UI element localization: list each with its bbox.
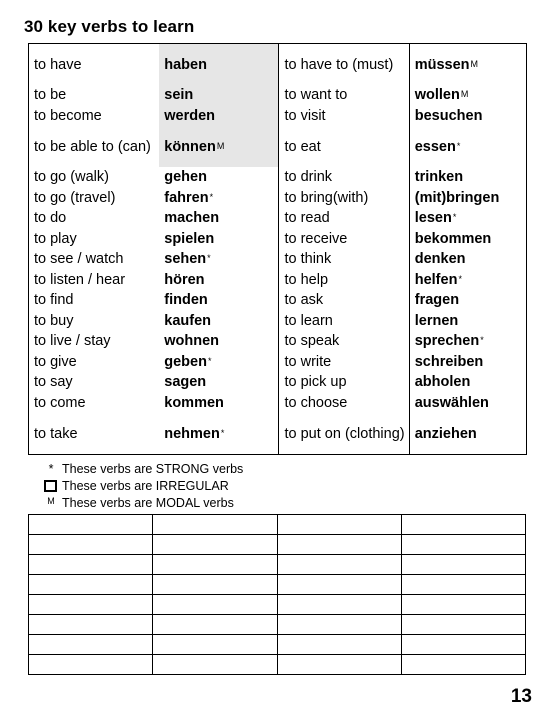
english-verb-text: to read [284,210,330,227]
verb-marker: * [480,335,484,346]
blank-cell [153,575,277,595]
german-verb [159,393,279,414]
english-verb-text: to go (walk) [34,169,109,186]
german-verb [409,331,526,352]
table-row [29,311,527,332]
verb-marker: * [458,273,462,284]
german-verb-text: abholen [414,374,471,391]
english-verb [29,311,160,332]
english-verb [29,85,160,106]
english-verb [279,372,409,393]
english-verb-text: to come [34,394,86,411]
german-verb [159,372,279,393]
english-verb [29,106,160,127]
german-verb [409,311,526,332]
german-verb [159,208,279,229]
english-verb [29,44,160,86]
english-verb-text: to help [284,271,329,288]
english-verb-text: to put on (clothing) [284,425,405,442]
blank-cell [401,655,525,675]
german-verb [159,352,279,373]
blank-row [29,655,526,675]
table-row [29,85,527,106]
blank-cell [153,615,277,635]
square-box-icon [44,480,57,492]
table-row [29,393,527,414]
legend-strong-text: These verbs are STRONG verbs [62,462,244,476]
german-verb-text: fragen [414,292,460,309]
blank-cell [153,595,277,615]
german-verb-text: hören [164,271,205,288]
english-verb-text: to write [284,353,332,370]
german-verb-text: helfen [414,271,458,288]
german-verb-text: trinken [414,169,464,186]
german-verb-text: lesen [414,210,452,227]
blank-cell [153,535,277,555]
table-row [29,352,527,373]
german-verb-text: spielen [164,230,215,247]
german-verb [159,106,279,127]
german-verb-text: geben [164,353,207,370]
german-verb [159,167,279,188]
english-verb [279,167,409,188]
english-verb [29,249,160,270]
german-verb [409,393,526,414]
english-verb-text: to have [34,56,82,73]
english-verb [279,352,409,373]
blank-cell [401,595,525,615]
german-verb [159,331,279,352]
german-verb [409,352,526,373]
german-verb-text: machen [164,210,220,227]
legend-modal [44,496,234,510]
english-verb-text: to live / stay [34,333,111,350]
german-verb-text: kommen [164,394,224,411]
german-verb-text: haben [164,56,207,73]
legend-irregular [44,479,229,493]
blank-cell [29,515,153,535]
english-verb-text: to become [34,107,102,124]
english-verb-text: to drink [284,169,333,186]
page-number: 13 [510,686,532,707]
english-verb [279,126,409,167]
blank-row [29,635,526,655]
table-row [29,44,527,86]
blank-cell [29,555,153,575]
english-verb [29,290,160,311]
legend-modal-text: These verbs are MODAL verbs [62,496,234,510]
english-verb-text: to go (travel) [34,189,116,206]
verb-marker: M [460,89,469,100]
german-verb-text: schreiben [414,353,484,370]
german-verb-text: denken [414,251,466,268]
english-verb [29,126,160,167]
german-verb [409,208,526,229]
verb-marker: * [209,191,214,202]
blank-cell [277,535,401,555]
english-verb-text: to ask [284,292,324,309]
german-verb [409,44,526,86]
asterisk-icon: * [48,462,54,476]
english-verb-text: to eat [284,138,321,155]
english-verb [279,270,409,291]
english-verb-text: to see / watch [34,251,124,268]
blank-cell [153,635,277,655]
german-verb-text: (mit)bringen [414,189,500,206]
blank-cell [153,655,277,675]
table-row [29,106,527,127]
blank-cell [277,615,401,635]
verb-marker: * [207,253,211,264]
german-verb [409,229,526,250]
german-verb-text: anziehen [414,425,477,442]
german-verb-text: sein [164,87,194,104]
english-verb [29,229,160,250]
blank-row [29,575,526,595]
english-verb-text: to do [34,210,67,227]
blank-cell [29,575,153,595]
german-verb [159,126,279,167]
german-verb-text: wohnen [164,333,220,350]
blank-cell [401,575,525,595]
modal-m-icon: M [47,496,55,506]
german-verb-text: sagen [164,374,207,391]
german-verb-text: wollen [414,87,460,104]
table-row [29,208,527,229]
english-verb [279,85,409,106]
german-verb [409,188,526,209]
german-verb-text: finden [164,292,208,309]
german-verb-text: lernen [414,312,459,329]
english-verb-text: to give [34,353,77,370]
german-verb-text: gehen [164,169,207,186]
blank-cell [401,515,525,535]
page-title: 30 key verbs to learn [24,17,195,36]
german-verb-text: werden [164,107,216,124]
german-verb [409,249,526,270]
english-verb-text: to speak [284,333,340,350]
blank-cell [277,555,401,575]
english-verb [279,331,409,352]
german-verb [409,126,526,167]
english-verb [279,229,409,250]
blank-cell [29,655,153,675]
blank-cell [29,595,153,615]
english-verb [279,311,409,332]
english-verb-text: to say [34,374,73,391]
german-verb [409,270,526,291]
verb-marker: * [220,427,225,438]
english-verb-text: to play [34,230,77,247]
english-verb [29,413,160,455]
table-row [29,270,527,291]
blank-cell [29,535,153,555]
blank-row [29,615,526,635]
english-verb-text: to be [34,87,67,104]
english-verb-text: to want to [284,87,348,104]
blank-cell [29,635,153,655]
english-verb [279,290,409,311]
blank-cell [401,555,525,575]
blank-practice-table [28,514,526,675]
blank-cell [401,615,525,635]
blank-row [29,515,526,535]
german-verb [159,290,279,311]
german-verb-text: sehen [164,251,207,268]
german-verb [159,85,279,106]
table-row [29,331,527,352]
english-verb-text: to think [284,251,332,268]
table-row [29,167,527,188]
german-verb [409,106,526,127]
blank-cell [401,635,525,655]
table-row [29,290,527,311]
english-verb [29,188,160,209]
table-row [29,249,527,270]
english-verb-text: to listen / hear [34,271,126,288]
legend-irregular-text: These verbs are IRREGULAR [62,479,229,493]
german-verb [159,44,279,86]
english-verb [279,393,409,414]
german-verb [159,270,279,291]
table-row [29,188,527,209]
german-verb-text: müssen [414,56,470,73]
english-verb-text: to find [34,292,74,309]
blank-row [29,535,526,555]
english-verb-text: to receive [284,230,348,247]
english-verb [29,167,160,188]
german-verb-text: kaufen [164,312,211,329]
table-row [29,229,527,250]
english-verb [279,188,409,209]
english-verb-text: to take [34,425,78,442]
english-verb [279,106,409,127]
german-verb [409,290,526,311]
blank-cell [401,535,525,555]
german-verb [159,188,279,209]
german-verb [159,311,279,332]
verb-marker: * [456,140,461,151]
german-verb [409,372,526,393]
german-verb [409,85,526,106]
english-verb [279,413,409,455]
english-verb-text: to choose [284,394,348,411]
blank-row [29,595,526,615]
blank-cell [277,515,401,535]
legend-strong [44,462,243,476]
blank-cell [277,655,401,675]
german-verb-text: sprechen [414,333,480,350]
english-verb [29,331,160,352]
english-verb [279,249,409,270]
blank-cell [277,575,401,595]
verb-marker: * [452,212,457,223]
german-verb-text: auswählen [414,394,489,411]
german-verb [409,413,526,455]
english-verb-text: to buy [34,312,74,329]
table-row [29,413,527,455]
german-verb-text: können [164,138,216,155]
table-row [29,126,527,167]
english-verb [279,44,409,86]
german-verb-text: fahren [164,189,209,206]
blank-cell [153,555,277,575]
german-verb [159,249,279,270]
blank-cell [277,595,401,615]
german-verb [159,229,279,250]
english-verb-text: to bring(with) [284,189,369,206]
german-verb [159,413,279,455]
english-verb-text: to learn [284,312,333,329]
german-verb [409,167,526,188]
english-verb [279,208,409,229]
verb-marker: M [470,58,479,69]
german-verb-text: besuchen [414,107,483,124]
english-verb-text: to visit [284,107,326,124]
english-verb-text: to be able to (can) [34,138,151,155]
blank-cell [277,635,401,655]
verb-marker: * [207,355,212,366]
blank-cell [153,515,277,535]
blank-row [29,555,526,575]
blank-cell [29,615,153,635]
english-verb [29,352,160,373]
german-verb-text: essen [414,138,456,155]
table-row [29,372,527,393]
english-verb [29,393,160,414]
english-verb-text: to have to (must) [284,56,394,73]
english-verb [29,208,160,229]
english-verb [29,372,160,393]
german-verb-text: nehmen [164,425,220,442]
english-verb-text: to pick up [284,374,347,391]
verb-marker: M [216,140,225,151]
english-verb [29,270,160,291]
verbs-table [28,43,527,455]
german-verb-text: bekommen [414,230,492,247]
